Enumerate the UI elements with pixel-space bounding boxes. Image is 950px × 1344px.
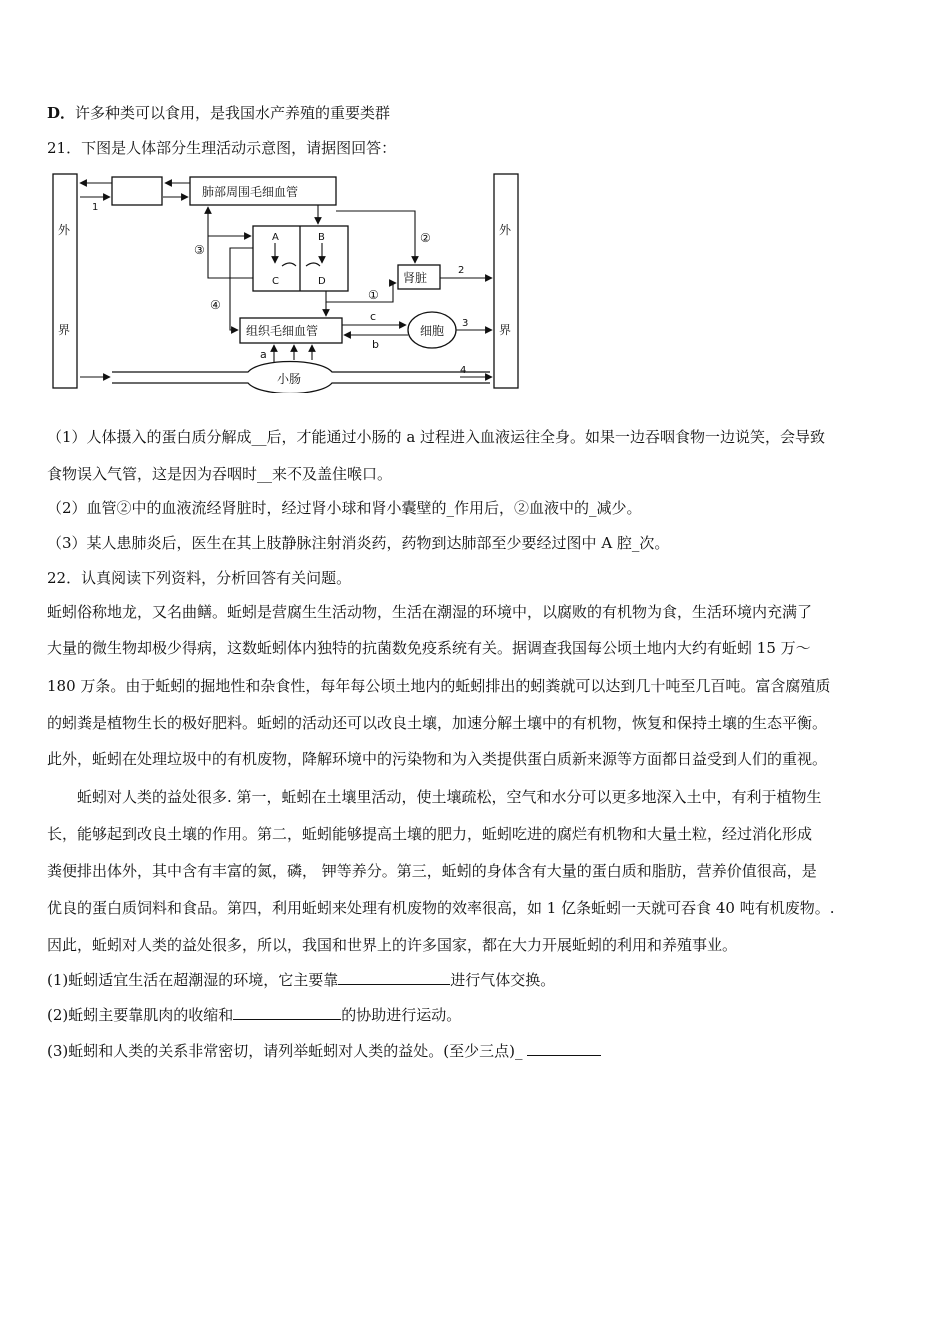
physiology-diagram <box>50 168 522 393</box>
q22-q2 <box>47 1005 461 1025</box>
outside-right-bar <box>494 174 518 388</box>
label-b: b <box>372 338 379 351</box>
circle-1: ① <box>368 288 379 302</box>
label-2: 2 <box>458 265 465 276</box>
outside-left-top: 外 <box>58 223 71 237</box>
kidney-label: 肾脏 <box>403 271 428 285</box>
option-d-text: 许多种类可以食用，是我国水产养殖的重要类群 <box>75 104 391 122</box>
q22-p1-line3: 180 万条。由于蚯蚓的掘地性和杂食性，每年每公顷土地内的蚯蚓排出的蚓粪就可以达到几十吨至几百吨。富含腐殖质 <box>47 677 831 695</box>
q22-q2-before: (2)蚯蚓主要靠肌肉的收缩和 <box>47 1006 234 1024</box>
q21-q1-line2: 食物误入气管，这是因为吞咽时__来不及盖住喉口。 <box>47 465 393 483</box>
q22-q1 <box>47 970 555 990</box>
q22-q3 <box>47 1041 601 1061</box>
tissue-capillaries-label: 组织毛细血管 <box>246 324 319 338</box>
outside-right-top: 外 <box>499 223 512 237</box>
outside-left-bar <box>53 174 77 388</box>
q22-p1-line5: 此外，蚯蚓在处理垃圾中的有机废物，降解环境中的污染物和为入类提供蛋白质新来源等方面都日益受到人们的重视。 <box>47 750 828 768</box>
q21-q3: （3）某人患肺炎后，医生在其上肢静脉注射消炎药，药物到达肺部至少要经过图中 A 腔_次。 <box>47 534 670 552</box>
heart-d: D <box>318 276 326 287</box>
q22-q3-blank[interactable] <box>527 1041 601 1056</box>
alveoli-box <box>112 177 162 205</box>
q22-p2-line1: 蚯蚓对人类的益处很多. 第一，蚯蚓在土壤里活动，使土壤疏松，空气和水分可以更多地深入土中，有利于植物生 <box>77 788 822 806</box>
q22-stem: 22．认真阅读下列资料，分析回答有关问题。 <box>47 569 352 587</box>
q21-q2: （2）血管②中的血液流经肾脏时，经过肾小球和肾小囊壁的_作用后，②血液中的_减少。 <box>47 499 642 517</box>
label-c: c <box>370 310 377 323</box>
q22-p1-line2: 大量的微生物却极少得病，这数蚯蚓体内独特的抗菌数免疫系统有关。据调查我国每公顷土地内大约有蚯蚓 15 万～ <box>47 639 811 657</box>
q21-q1-line1: （1）人体摄入的蛋白质分解成__后，才能通过小肠的 a 过程进入血液运往全身。如果一边吞咽食物一边说笑，会导致 <box>47 428 826 446</box>
q22-q1-before: (1)蚯蚓适宜生活在超潮湿的环境，它主要靠 <box>47 971 339 989</box>
heart-b: B <box>318 232 325 243</box>
heart-c: C <box>272 276 279 287</box>
circle-3: ③ <box>194 243 205 257</box>
q20-option-d <box>47 103 390 123</box>
circle-2: ② <box>420 231 431 245</box>
q22-q3-before: (3)蚯蚓和人类的关系非常密切，请列举蚯蚓对人类的益处。(至少三点)_ <box>47 1042 528 1060</box>
label-4: 4 <box>460 365 467 376</box>
label-a: a <box>260 348 267 361</box>
lung-capillaries-label: 肺部周围毛细血管 <box>202 185 299 199</box>
heart-a: A <box>272 232 279 243</box>
outside-right-bottom: 界 <box>499 323 512 337</box>
option-d-letter: D． <box>47 104 76 122</box>
outside-left-bottom: 界 <box>58 323 71 337</box>
q22-q2-blank[interactable] <box>233 1005 341 1020</box>
label-1: 1 <box>92 202 99 213</box>
cell-label: 细胞 <box>420 324 445 338</box>
q22-p2-line4: 优良的蛋白质饲料和食品。第四，利用蚯蚓来处理有机废物的效率很高，如 1 亿条蚯蚓一天就可吞食 40 吨有机废物。. <box>47 899 835 917</box>
q21-stem: 21．下图是人体部分生理活动示意图，请据图回答： <box>47 139 397 157</box>
intestine-tube <box>112 362 490 373</box>
q22-p2-line5: 因此，蚯蚓对人类的益处很多，所以，我国和世界上的许多国家，都在大力开展蚯蚓的利用和养殖事业。 <box>47 936 738 954</box>
q22-p1-line1: 蚯蚓俗称地龙，又名曲鳝。蚯蚓是营腐生生活动物，生活在潮湿的环境中，以腐败的有机物为食，生活环境内充满了 <box>47 603 813 621</box>
q22-p1-line4: 的蚓粪是植物生长的极好肥料。蚯蚓的活动还可以改良土壤，加速分解土壤中的有机物，恢复和保持土壤的生态平衡。 <box>47 714 828 732</box>
small-intestine-label: 小肠 <box>277 372 302 386</box>
q22-p2-line2: 长，能够起到改良土壤的作用。第二，蚯蚓能够提高土壤的肥力，蚯蚓吃进的腐烂有机物和大量土粒，经过消化形成 <box>47 825 813 843</box>
q22-q1-blank[interactable] <box>338 970 450 985</box>
q22-p2-line3: 粪便排出体外，其中含有丰富的氮，磷， 钾等养分。第三，蚯蚓的身体含有大量的蛋白质和脂肪，营养价值很高，是 <box>47 862 817 880</box>
q22-q1-after: 进行气体交换。 <box>450 971 556 989</box>
label-3: 3 <box>462 318 469 329</box>
circle-4: ④ <box>210 298 221 312</box>
q22-q2-after: 的协助进行运动。 <box>341 1006 462 1024</box>
